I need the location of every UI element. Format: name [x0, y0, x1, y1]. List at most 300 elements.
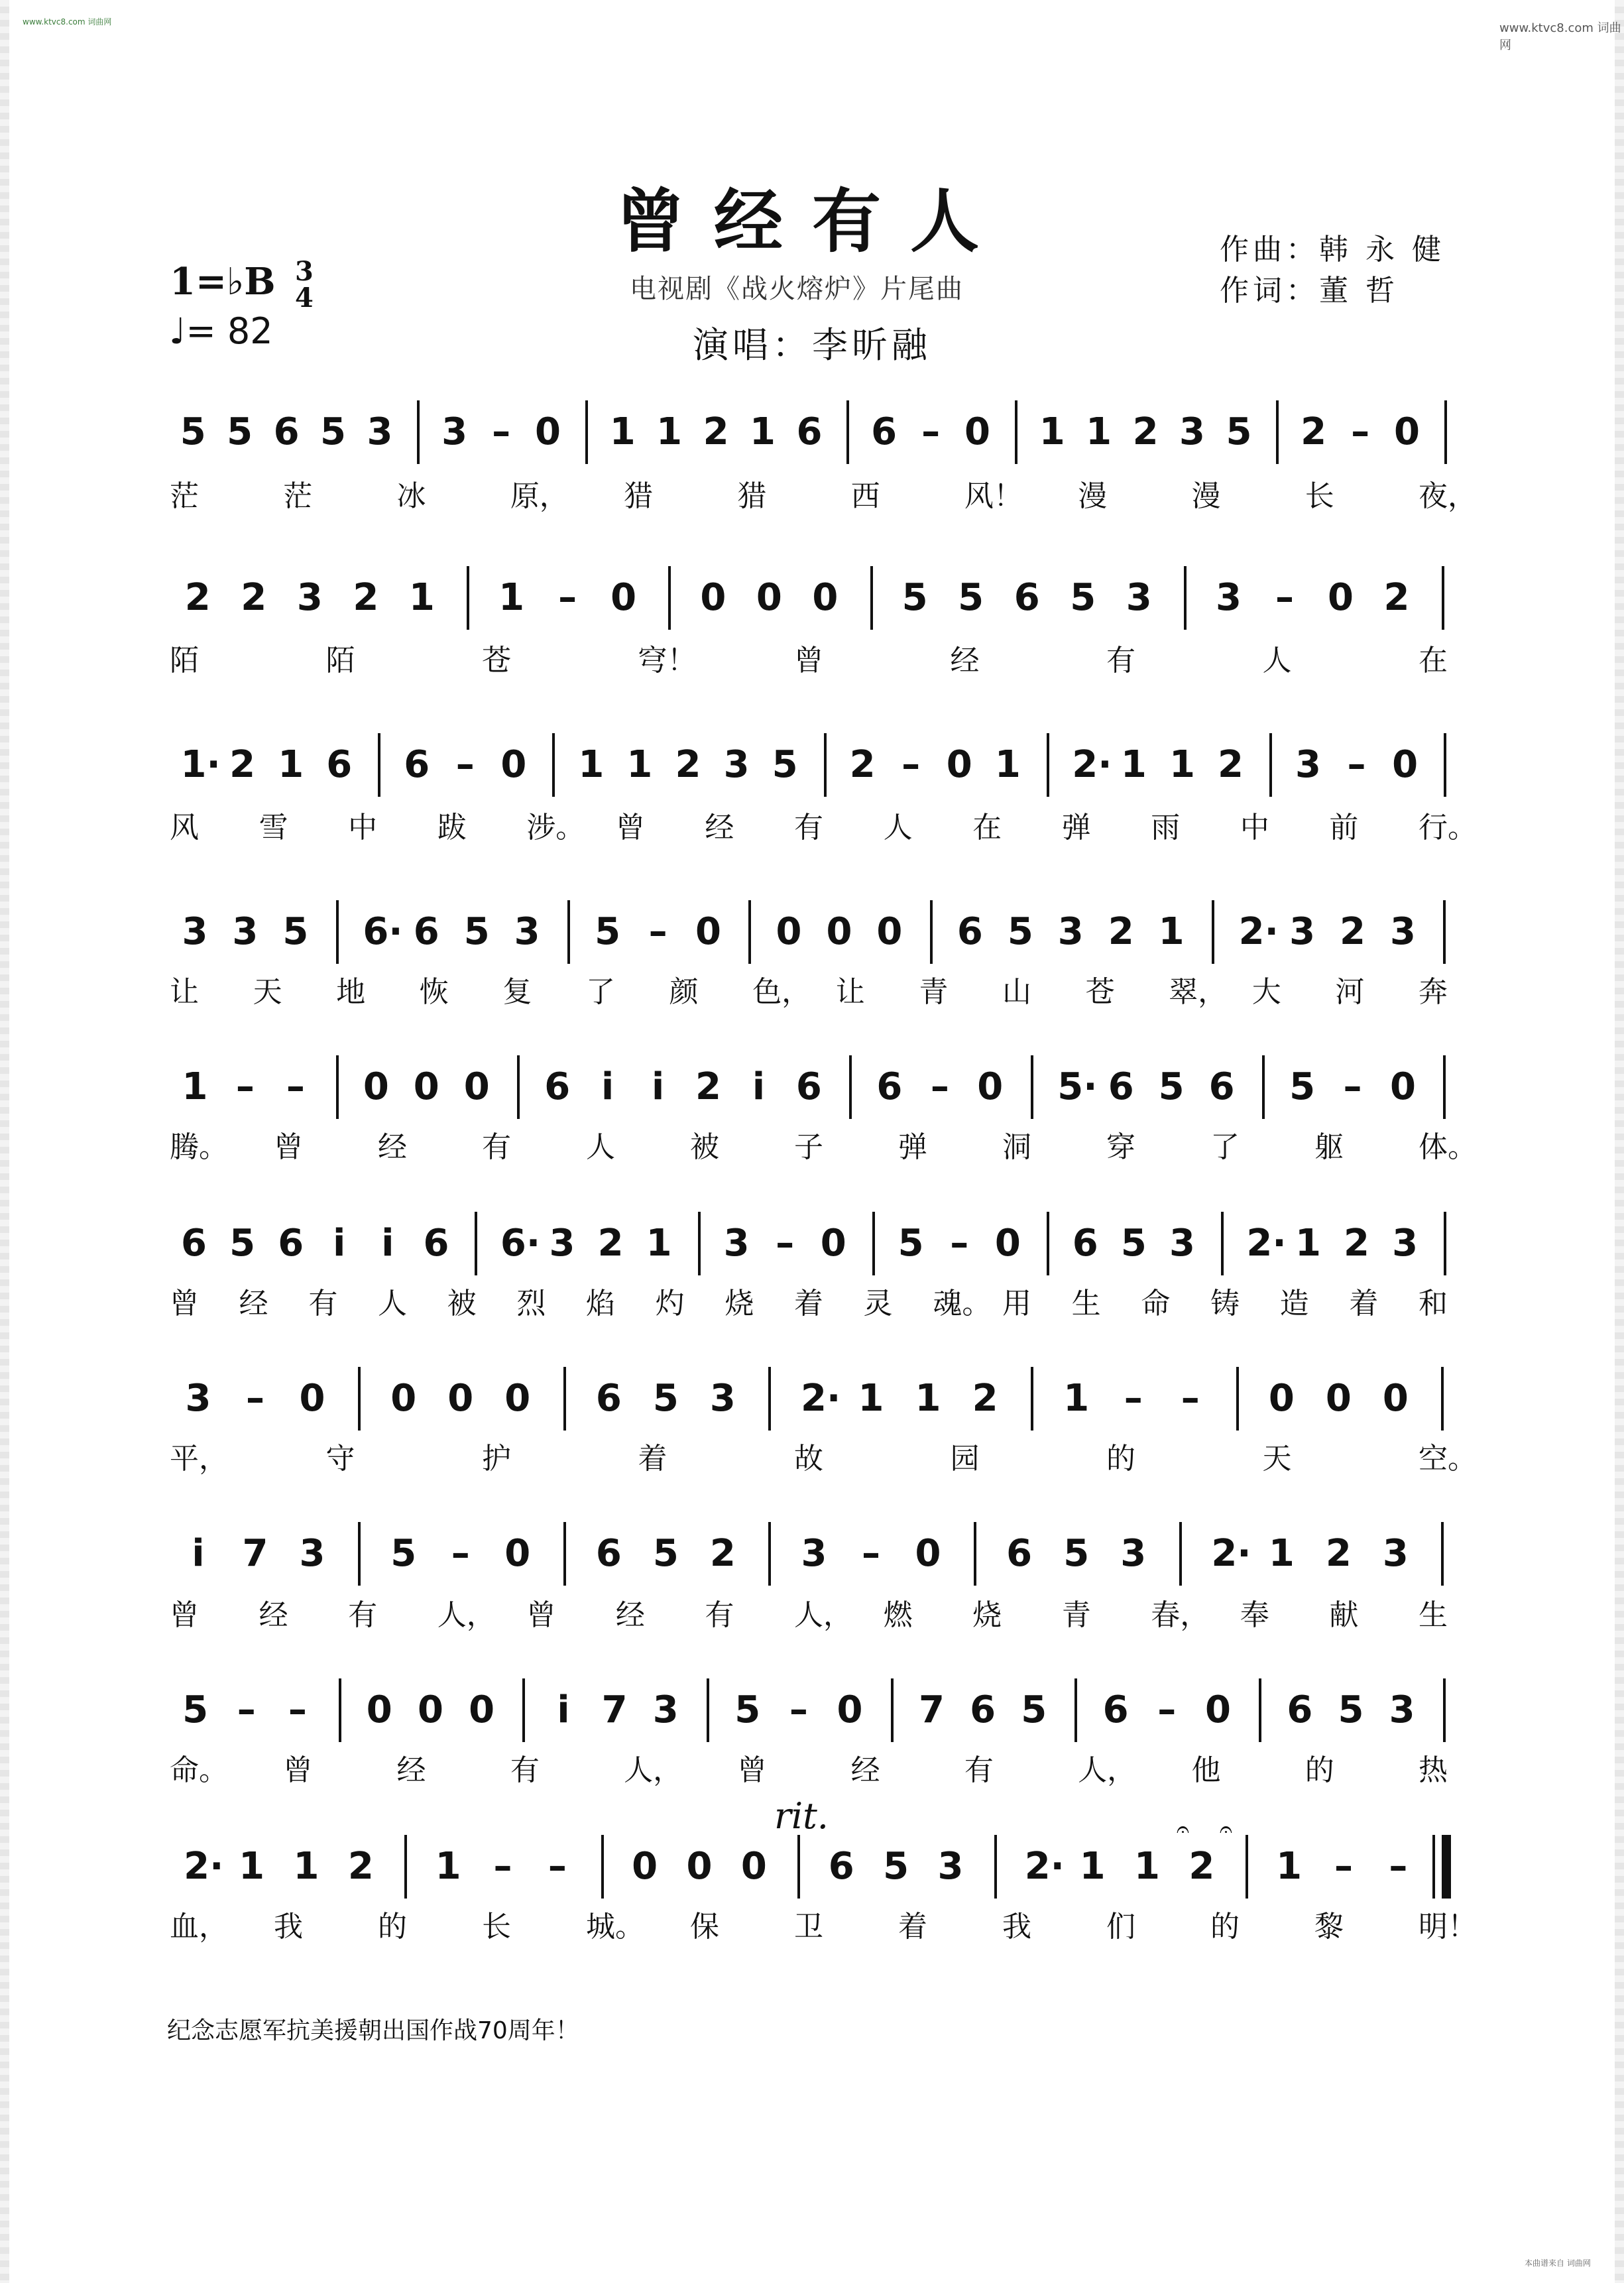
note: 0 [463, 1065, 490, 1108]
time-signature [295, 256, 314, 314]
lyric-syllable: 漫 [1078, 479, 1108, 513]
lyric-syllable: 经 [239, 1287, 268, 1320]
note: i [601, 1065, 614, 1108]
lyric-syllable: 青 [1061, 1598, 1091, 1632]
lyric-syllable: 前 [1329, 811, 1359, 845]
lyric-syllable: 曾 [737, 1753, 767, 1787]
lyric-syllable: 弹 [1061, 811, 1091, 845]
lyric-syllable: 雨 [1151, 811, 1181, 845]
lyric-syllable: 故 [794, 1442, 823, 1476]
note: 6 [1102, 1688, 1129, 1731]
note: 6 [413, 910, 439, 953]
lyric-syllable: 生 [1071, 1287, 1101, 1320]
note: – [648, 910, 667, 953]
note: – [1351, 410, 1370, 453]
note: 2 [597, 1222, 624, 1265]
lyric-syllable: 了 [1210, 1130, 1240, 1164]
note: 2 [1301, 410, 1327, 453]
note: 3 [1215, 576, 1242, 619]
note: 3 [937, 1845, 964, 1888]
lyric-syllable: 猎 [737, 479, 767, 513]
note: 0 [366, 1688, 392, 1731]
note: 0 [964, 410, 990, 453]
barline [1031, 1055, 1033, 1119]
lyric-syllable: 城。 [586, 1910, 644, 1944]
note: 5 [1289, 1065, 1316, 1108]
note: 5 [734, 1688, 761, 1731]
note: 1 [1039, 410, 1065, 453]
lyric-syllable: 空。 [1419, 1442, 1477, 1476]
note: i [381, 1222, 394, 1265]
left-margin-strip [0, 0, 9, 2283]
note: 1 [278, 743, 304, 786]
note: 2 [675, 743, 701, 786]
note: – [558, 576, 577, 619]
note: 5· [1057, 1065, 1098, 1108]
barline [585, 400, 588, 464]
barline [768, 1522, 771, 1586]
barline [1259, 1678, 1261, 1742]
note: 6 [544, 1065, 571, 1108]
note: 0 [915, 1532, 941, 1575]
note: 6 [871, 410, 898, 453]
song-subtitle: 电视剧《战火熔炉》片尾曲 [630, 274, 964, 304]
note: 0 [504, 1532, 531, 1575]
score-row [170, 738, 1458, 811]
barline [467, 566, 469, 630]
lyric-syllable: 洞 [1002, 1130, 1031, 1164]
lyric-syllable: 长 [482, 1910, 511, 1944]
lyric-syllable: 的 [1305, 1753, 1334, 1787]
note: 1 [435, 1845, 461, 1888]
lyric-syllable: 人， [794, 1598, 852, 1632]
note: – [901, 743, 921, 786]
note: 7 [918, 1688, 945, 1731]
barline [870, 566, 873, 630]
barline [1269, 733, 1272, 797]
lyric-syllable: 人， [1078, 1753, 1137, 1787]
note: 1 [239, 1845, 265, 1888]
lyric-syllable: 造 [1279, 1287, 1309, 1320]
note: 0 [417, 1688, 443, 1731]
note: 2 [241, 576, 267, 619]
barline [707, 1678, 709, 1742]
note: 0 [756, 576, 782, 619]
lyric-syllable: 经 [950, 644, 980, 677]
lyric-syllable: 着 [898, 1910, 927, 1944]
note: 0 [686, 1845, 713, 1888]
barline [1221, 1212, 1224, 1275]
note: 5 [595, 910, 621, 953]
barline [1442, 566, 1444, 630]
note: – [1181, 1377, 1200, 1420]
barline [358, 1522, 361, 1586]
note: 6· [363, 910, 403, 953]
lyric-syllable: 燃 [883, 1598, 913, 1632]
barline [563, 1522, 566, 1586]
lyric-syllable: 颜 [669, 975, 699, 1009]
lyric-syllable: 经 [378, 1130, 407, 1164]
note: 5 [958, 576, 984, 619]
lyric-syllable: 在 [1419, 644, 1448, 677]
time-signature-bottom: 4 [295, 282, 314, 314]
note: 5 [390, 1532, 417, 1575]
score-row [170, 1684, 1458, 1757]
barline [891, 1678, 894, 1742]
barline [1441, 1367, 1444, 1431]
lyric-syllable: 天 [1262, 1442, 1292, 1476]
lyric-syllable: 有 [348, 1598, 378, 1632]
barline [336, 1055, 339, 1119]
note: – [862, 1532, 881, 1575]
lyric-syllable: 翠， [1169, 975, 1228, 1009]
lyric-syllable: 复 [502, 975, 532, 1009]
note: 5 [772, 743, 798, 786]
lyric-syllable: 铸 [1210, 1287, 1240, 1320]
lyric-syllable: 恢 [419, 975, 449, 1009]
note: 7 [601, 1688, 628, 1731]
note: 3 [182, 910, 208, 953]
site-logo: www.ktvc8.com 词曲网 [23, 17, 112, 27]
note: 6 [876, 1065, 903, 1108]
lyric-syllable: 经 [850, 1753, 880, 1787]
note: 5 [1158, 1065, 1185, 1108]
note: 2 [347, 1845, 374, 1888]
lyric-syllable: 曾 [274, 1130, 303, 1164]
lyric-syllable: 有 [482, 1130, 511, 1164]
note: 0 [776, 910, 802, 953]
note: 6 [181, 1222, 207, 1265]
note: 6 [1006, 1532, 1033, 1575]
note: – [237, 1688, 256, 1731]
note: – [1157, 1688, 1177, 1731]
note: 5 [227, 410, 253, 453]
barline [930, 900, 933, 964]
lyric-syllable: 体。 [1419, 1130, 1477, 1164]
note: 1 [1169, 743, 1195, 786]
lyric-syllable: 经 [259, 1598, 288, 1632]
note: 0 [504, 1377, 531, 1420]
score-row [170, 406, 1458, 479]
note: 3 [709, 1377, 736, 1420]
fermata-icon: 𝄐 [1220, 1816, 1232, 1843]
final-barline [1442, 1835, 1451, 1899]
lyric-syllable: 生 [1419, 1598, 1448, 1632]
lyric-syllable: 我 [274, 1910, 303, 1944]
barline [974, 1522, 976, 1586]
barline [1443, 1678, 1446, 1742]
note: – [492, 410, 511, 453]
barline [748, 900, 751, 964]
note: 6 [796, 410, 823, 453]
note: 2· [1024, 1845, 1065, 1888]
note: – [451, 1532, 470, 1575]
note: – [548, 1845, 567, 1888]
barline [1246, 1835, 1248, 1899]
lyric-syllable: 河 [1335, 975, 1365, 1009]
note: 3 [367, 410, 393, 453]
note: 0 [994, 1222, 1021, 1265]
note: 6· [500, 1222, 541, 1265]
barline [768, 1367, 771, 1431]
lyric-syllable: 卫 [794, 1910, 823, 1944]
note: 2 [1325, 1532, 1352, 1575]
note: 3 [652, 1688, 679, 1731]
lyric-syllable: 色， [752, 975, 811, 1009]
note: i [557, 1688, 570, 1731]
lyric-syllable: 和 [1419, 1287, 1448, 1320]
lyric-syllable: 命。 [170, 1753, 228, 1787]
lyric-syllable: 灵 [863, 1287, 893, 1320]
note: – [1343, 1065, 1362, 1108]
note: 3 [1389, 910, 1416, 953]
lyric-syllable: 曾 [615, 811, 645, 845]
barline [1276, 400, 1279, 464]
score-row [170, 571, 1458, 644]
lyric-syllable: 弹 [898, 1130, 927, 1164]
barline [994, 1835, 997, 1899]
note: – [1275, 576, 1294, 619]
barline [336, 900, 339, 964]
note: 3 [1295, 743, 1321, 786]
note: 3 [441, 410, 468, 453]
lyric-syllable: 有 [308, 1287, 338, 1320]
lyricist: 作词：董 哲 [1220, 274, 1399, 308]
note: 0 [826, 910, 852, 953]
note: 0 [390, 1377, 417, 1420]
note: 2 [703, 410, 729, 453]
note: 0 [837, 1688, 863, 1731]
note: 2· [801, 1377, 841, 1420]
lyric-syllable: 经 [396, 1753, 426, 1787]
ritardando-marking: rit. [774, 1795, 829, 1837]
barline [849, 1055, 852, 1119]
note: 2 [849, 743, 876, 786]
note: – [950, 1222, 969, 1265]
note: 5 [282, 910, 309, 953]
lyric-syllable: 穿 [1106, 1130, 1135, 1164]
note: 3 [232, 910, 259, 953]
lyric-syllable: 着 [794, 1287, 823, 1320]
note: 2 [972, 1377, 998, 1420]
note: 2 [1344, 1222, 1369, 1265]
lyric-syllable: 有 [705, 1598, 734, 1632]
note: 5 [1226, 410, 1252, 453]
lyric-syllable: 冰 [396, 479, 426, 513]
note: 0 [1392, 743, 1419, 786]
note: – [789, 1688, 808, 1731]
lyric-syllable: 人 [378, 1287, 407, 1320]
note: 1 [915, 1377, 941, 1420]
lyric-syllable: 天 [253, 975, 282, 1009]
barline [1443, 1055, 1446, 1119]
note: 5 [883, 1845, 909, 1888]
note: – [286, 1065, 305, 1108]
note: 2· [1211, 1532, 1251, 1575]
note: 2 [1383, 576, 1410, 619]
site-logo-bottom: 本曲谱来自 词曲网 [1525, 2258, 1591, 2268]
note: 6 [1108, 1065, 1134, 1108]
note: 5 [898, 1222, 924, 1265]
lyric-syllable: 热 [1419, 1753, 1448, 1787]
right-margin-strip [1615, 0, 1624, 2283]
note: 2 [695, 1065, 722, 1108]
lyric-syllable: 守 [325, 1442, 355, 1476]
barline [668, 566, 671, 630]
note: 7 [242, 1532, 268, 1575]
time-signature-top: 3 [295, 256, 314, 287]
lyric-syllable: 被 [447, 1287, 477, 1320]
barline [797, 1835, 800, 1899]
lyric-syllable: 让 [835, 975, 865, 1009]
note: 1 [498, 576, 525, 619]
lyric-syllable: 地 [336, 975, 366, 1009]
barline [601, 1835, 604, 1899]
note: 0 [1389, 1065, 1416, 1108]
barline [872, 1212, 875, 1275]
lyric-syllable: 他 [1191, 1753, 1221, 1787]
note: 2 [709, 1532, 736, 1575]
lyric-syllable: 青 [919, 975, 949, 1009]
lyric-syllable: 奔 [1419, 975, 1448, 1009]
note: 3 [1289, 910, 1316, 953]
note: 6 [970, 1688, 996, 1731]
barline [1074, 1678, 1077, 1742]
note: 3 [1120, 1532, 1147, 1575]
lyric-syllable: 曾 [170, 1287, 199, 1320]
lyric-syllable: 烈 [516, 1287, 546, 1320]
note: 5 [463, 910, 490, 953]
barline [417, 400, 420, 464]
lyric-syllable: 有 [794, 811, 823, 845]
barline [1047, 733, 1049, 797]
lyric-syllable: 风 [170, 811, 199, 845]
note: i [333, 1222, 346, 1265]
note: 0 [812, 576, 839, 619]
note: – [930, 1065, 949, 1108]
note: 1 [656, 410, 683, 453]
barline [358, 1367, 361, 1431]
barline [1015, 400, 1017, 464]
note: 3 [1126, 576, 1152, 619]
note: – [288, 1688, 307, 1731]
lyric-syllable: 护 [482, 1442, 511, 1476]
lyric-syllable: 漫 [1191, 479, 1221, 513]
barline [563, 1367, 566, 1431]
note: 1 [408, 576, 435, 619]
note: – [776, 1222, 795, 1265]
note: 5 [180, 410, 206, 453]
lyric-syllable: 奉 [1240, 1598, 1269, 1632]
note: 3 [1392, 1222, 1419, 1265]
barline [1441, 1522, 1444, 1586]
lyric-syllable: 有 [1106, 644, 1135, 677]
lyric-syllable: 有 [510, 1753, 540, 1787]
lyric-syllable: 山 [1002, 975, 1031, 1009]
note: – [235, 1065, 255, 1108]
lyric-syllable: 让 [170, 975, 199, 1009]
note: 0 [876, 910, 903, 953]
note: 5 [229, 1222, 256, 1265]
lyric-syllable: 腾。 [170, 1130, 228, 1164]
lyric-syllable: 献 [1329, 1598, 1359, 1632]
note: 1 [293, 1845, 319, 1888]
note: 6 [278, 1222, 304, 1265]
note: 0 [299, 1377, 325, 1420]
note: 3 [185, 1377, 211, 1420]
lyric-syllable: 人 [1262, 644, 1292, 677]
note: 2 [229, 743, 256, 786]
note: 0 [1382, 1377, 1409, 1420]
note: 5 [1021, 1688, 1047, 1731]
note: 0 [1268, 1377, 1295, 1420]
lyric-syllable: 的 [378, 1910, 407, 1944]
note: 6 [1208, 1065, 1235, 1108]
barline [339, 1678, 341, 1742]
key-signature: 1=♭B [170, 260, 276, 304]
lyric-syllable: 我 [1002, 1910, 1031, 1944]
note: 0 [500, 743, 527, 786]
note: – [921, 410, 941, 453]
note: 5 [1070, 576, 1096, 619]
lyric-syllable: 着 [1349, 1287, 1379, 1320]
note: 1 [182, 1065, 208, 1108]
note: 1 [750, 410, 776, 453]
lyric-syllable: 用 [1002, 1287, 1031, 1320]
lyric-syllable: 有 [964, 1753, 994, 1787]
note: – [1334, 1845, 1354, 1888]
note: 5 [1063, 1532, 1090, 1575]
note: 0 [1204, 1688, 1231, 1731]
barline [846, 400, 849, 464]
lyric-syllable: 曾 [283, 1753, 313, 1787]
note: 0 [740, 1845, 767, 1888]
barline [517, 1055, 520, 1119]
note: 6 [1287, 1688, 1313, 1731]
note: 1 [578, 743, 605, 786]
lyric-syllable: 中 [1240, 811, 1269, 845]
note: 0 [1328, 576, 1354, 619]
note: i [752, 1065, 766, 1108]
lyric-syllable: 子 [794, 1130, 823, 1164]
note: 0 [977, 1065, 1004, 1108]
lyric-syllable: 的 [1210, 1910, 1240, 1944]
note: – [493, 1845, 512, 1888]
note: 0 [700, 576, 726, 619]
barline [1184, 566, 1187, 630]
lyric-syllable: 雪 [259, 811, 288, 845]
lyric-syllable: 保 [690, 1910, 719, 1944]
tempo-marking: ♩= 82 [169, 310, 273, 352]
note: 2· [1238, 910, 1279, 953]
lyric-syllable: 跋 [437, 811, 467, 845]
note: 1 [1276, 1845, 1303, 1888]
lyric-syllable: 躯 [1314, 1130, 1344, 1164]
footer-note: 纪念志愿军抗美援朝出国作战70周年！ [167, 2017, 579, 2044]
note: 5 [320, 410, 346, 453]
lyric-syllable: 大 [1251, 975, 1281, 1009]
lyric-syllable: 陌 [170, 644, 199, 677]
barline [824, 733, 827, 797]
singer: 演唱：李昕融 [693, 324, 931, 366]
lyric-syllable: 经 [705, 811, 734, 845]
lyric-syllable: 园 [950, 1442, 980, 1476]
note: 3 [1169, 1222, 1195, 1265]
note: – [1124, 1377, 1143, 1420]
score-row [170, 1527, 1458, 1600]
note: 6 [404, 743, 430, 786]
note: 0 [469, 1688, 495, 1731]
